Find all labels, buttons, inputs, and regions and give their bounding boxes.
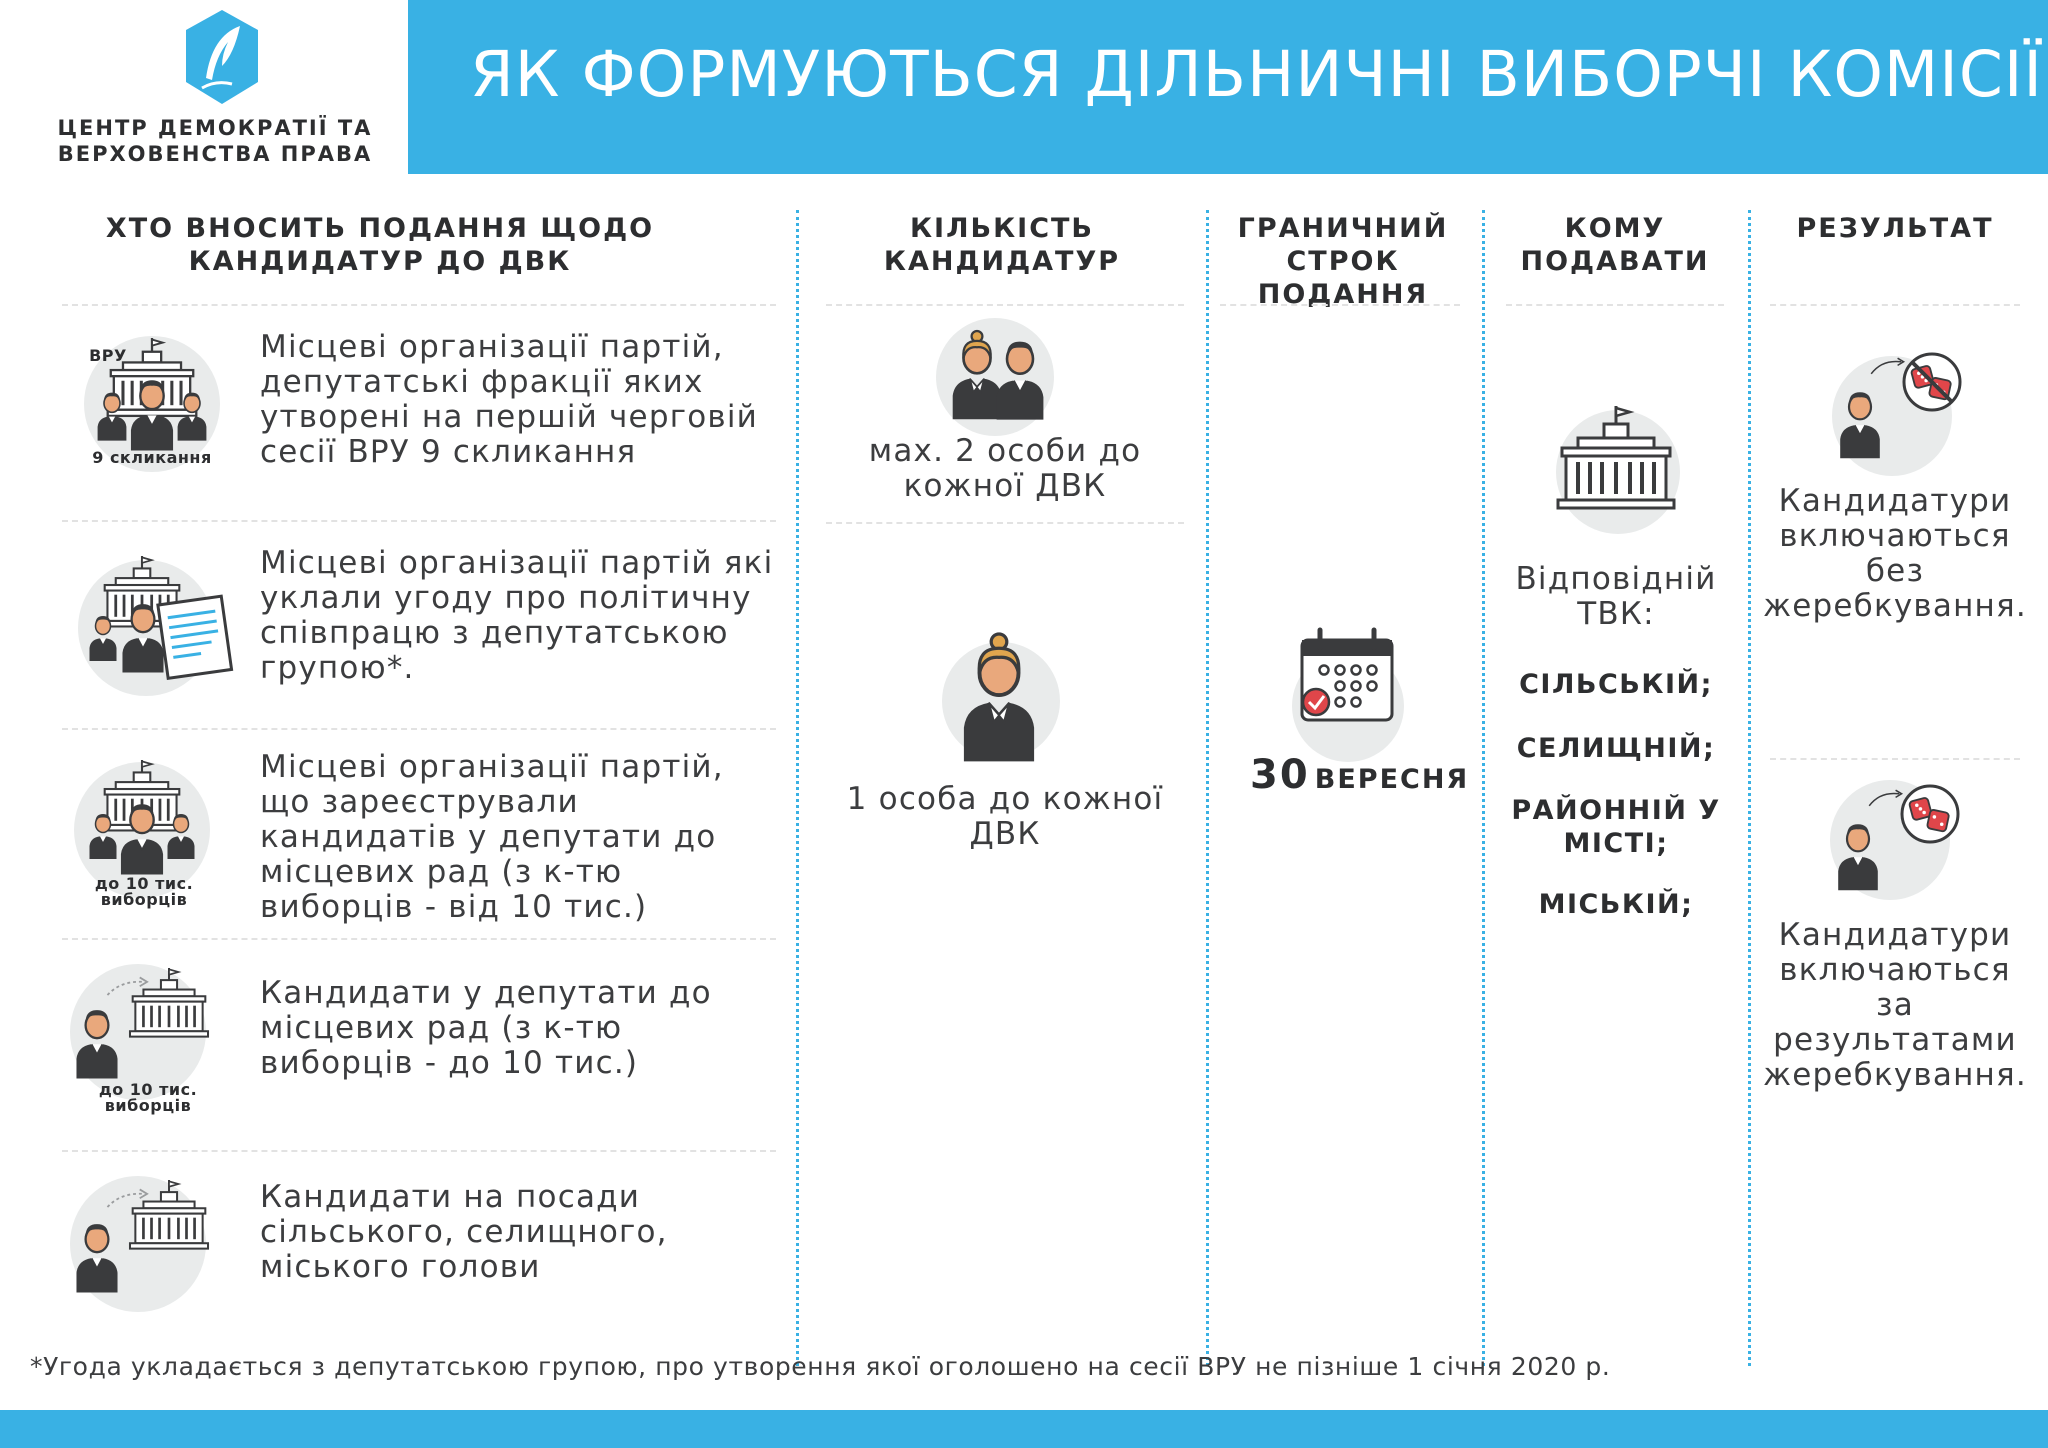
who-heading <box>60 212 700 278</box>
who-item-text: Місцеві організації партій, депутатські фракції яких утворені на першій черговій сесії ВРУ 9 скликання <box>260 329 758 470</box>
icon-badge-vru: ВРУ <box>89 346 127 365</box>
who-heading-line1: ХТО ВНОСИТЬ ПОДАННЯ ЩОДО <box>105 213 655 244</box>
to-whom-item: РАЙОННІЙ У МІСТІ; <box>1511 795 1721 859</box>
column-separator <box>1748 210 1751 1366</box>
one-person-icon <box>942 630 1060 770</box>
to-whom-item: МІСЬКІЙ; <box>1538 889 1694 920</box>
who-item-text: Кандидати у депутати до місцевих рад (з к-тю виборців - до 10 тис.) <box>260 975 712 1081</box>
who-item-text: Місцеві організації партій, що зареєстрували кандидатів у депутати до місцевих рад (з к-тю виборців - від 10 тис.) <box>260 749 724 925</box>
icon-badge-line1: до 10 тис. <box>98 1080 198 1099</box>
deadline-heading-line1: ГРАНИЧНИЙ <box>1237 213 1449 244</box>
logo-text-line1: ЦЕНТР ДЕМОКРАТІЇ ТА <box>57 116 373 140</box>
row-divider <box>62 938 776 940</box>
count-heading: КІЛЬКІСТЬ КАНДИДАТУР <box>883 213 1121 277</box>
who-item-text: Кандидати на посади сільського, селищного, міського голови <box>260 1179 668 1285</box>
deadline-month: ВЕРЕСНЯ <box>1314 764 1470 795</box>
dice-icon <box>1830 774 1970 894</box>
row-divider <box>826 522 1184 524</box>
icon-badge-line2: виборців <box>100 890 188 909</box>
two-persons-icon <box>936 320 1054 430</box>
icon-badge-line1: до 10 тис. <box>94 874 194 893</box>
no-dice-icon <box>1832 342 1972 462</box>
deadline-heading-line2: СТРОК ПОДАННЯ <box>1257 246 1429 310</box>
row-divider <box>1506 304 1724 306</box>
icon-badge-convocation: 9 скликання <box>92 448 212 467</box>
deadline-day: 30 <box>1250 752 1310 798</box>
row-divider <box>62 1150 776 1152</box>
footnote: *Угода укладається з депутатською групою, про утворення якої оголошено на сесії ВРУ не пізніше 1 січня 2020 р. <box>30 1352 1611 1381</box>
count-item-text: 1 особа до кожної ДВК <box>846 781 1164 852</box>
column-separator <box>796 210 799 1366</box>
page-title: ЯК ФОРМУЮТЬСЯ ДІЛЬНИЧНІ ВИБОРЧІ КОМІСІЇ <box>470 38 2043 111</box>
logo-icon <box>182 8 262 106</box>
count-item-text: мах. 2 особи до кожної ДВК <box>868 433 1142 504</box>
row-divider <box>62 728 776 730</box>
row-divider <box>1770 758 2020 760</box>
mayor-candidate-icon <box>70 1176 220 1312</box>
who-heading-line2: КАНДИДАТУР ДО ДВК <box>188 246 572 277</box>
icon-badge-line2: виборців <box>104 1096 192 1115</box>
agreement-group-icon <box>78 552 228 692</box>
to-whom-intro: Відповідній ТВК: <box>1515 561 1717 632</box>
building-icon <box>1556 406 1676 516</box>
deadline-heading <box>1212 212 1474 311</box>
result-heading: РЕЗУЛЬТАТ <box>1796 213 1994 244</box>
result-item-text: Кандидатури включаються без жеребкування. <box>1763 483 2027 624</box>
to-whom-heading <box>1490 212 1740 278</box>
calendar-icon <box>1296 626 1402 726</box>
row-divider <box>62 520 776 522</box>
column-separator <box>1206 210 1209 1366</box>
footer-bar <box>0 1410 2048 1448</box>
deadline-date <box>1250 752 1470 798</box>
column-separator <box>1482 210 1485 1366</box>
to-whom-heading-line2: ПОДАВАТИ <box>1520 246 1710 277</box>
row-divider <box>1220 304 1460 306</box>
to-whom-item: СЕЛИЩНІЙ; <box>1516 733 1716 764</box>
who-item-text: Місцеві організації партій які уклали угоду про політичну співпрацю з депутатською групою*. <box>260 545 774 686</box>
icon-badge-voters <box>64 876 224 908</box>
result-item-text: Кандидатури включаються за результатами жеребкування. <box>1763 917 2027 1093</box>
party-group-icon <box>74 756 210 892</box>
logo-text-line2: ВЕРХОВЕНСТВА ПРАВА <box>57 142 373 166</box>
to-whom-item: СІЛЬСЬКІЙ; <box>1519 669 1713 700</box>
to-whom-heading-line1: КОМУ <box>1564 213 1666 244</box>
row-divider <box>62 304 776 306</box>
row-divider <box>1770 304 2020 306</box>
row-divider <box>826 304 1184 306</box>
icon-badge-voters <box>68 1082 228 1114</box>
